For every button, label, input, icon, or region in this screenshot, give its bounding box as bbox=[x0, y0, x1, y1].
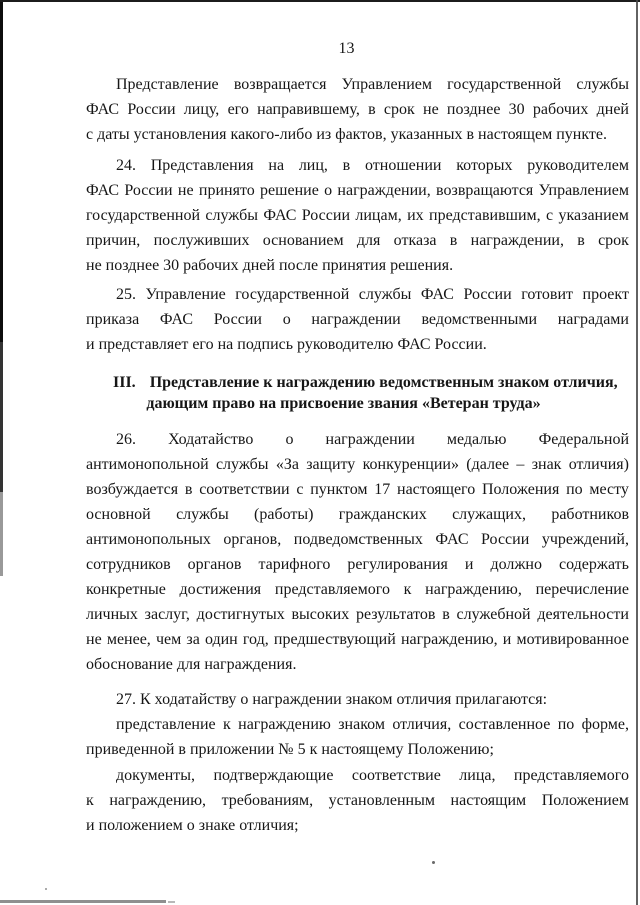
text-line: возбуждается в соответствии с пунктом 17 настоящего Положения по месту bbox=[86, 481, 629, 498]
scan-artifact-dash bbox=[168, 901, 175, 903]
text-line: документы, подтверждающие соответствие лица, представляемого bbox=[116, 767, 629, 784]
text-line: ФАС России лицу, его направившему, в срок не позднее 30 рабочих дней bbox=[86, 101, 629, 118]
document-page bbox=[86, 0, 629, 838]
text-line: не менее, чем за один год, предшествующий награждению, и мотивированное bbox=[86, 631, 629, 648]
text-line: 27. К ходатайству о награждении знаком отличия прилагаются: bbox=[116, 691, 548, 708]
text-line: приказа ФАС России о награждении ведомственными наградами bbox=[86, 311, 629, 328]
paragraph-27-item2 bbox=[86, 763, 629, 838]
text-line: 26. Ходатайство о награждении медалью Федеральной bbox=[116, 431, 629, 448]
text-line: основной службы (работы) гражданских служащих, работников bbox=[86, 506, 629, 523]
text-line: антимонопольной службы «За защиту конкуренции» (далее – знак отличия) bbox=[86, 456, 629, 473]
text-line: 25. Управление государственной службы ФАС России готовит проект bbox=[116, 286, 629, 303]
text-line: представление к награждению знаком отличия, составленное по форме, bbox=[116, 716, 629, 733]
text-line: с даты установления какого-либо из фактов, указанных в настоящем пункте. bbox=[86, 126, 607, 143]
paragraph-27-item1 bbox=[86, 712, 629, 762]
text-line: 24. Представления на лиц, в отношении которых руководителем bbox=[116, 157, 629, 174]
section-title-text: Представление к награждению ведомственным знаком отличия, bbox=[149, 374, 618, 391]
text-line: приведенной в приложении № 5 к настоящему Положению; bbox=[86, 741, 494, 758]
paragraph-27 bbox=[86, 687, 629, 712]
text-line: обоснование для награждения. bbox=[86, 656, 297, 673]
scan-artifact-speck bbox=[432, 861, 435, 864]
paragraph-intro bbox=[86, 72, 629, 147]
text-line: конкретные достижения представляемого к награждению, перечисление bbox=[86, 581, 629, 598]
section-numeral: III. bbox=[113, 374, 136, 391]
text-line: не позднее 30 рабочих дней после принятия решения. bbox=[86, 257, 454, 274]
text-line: личных заслуг, достигнутых высоких результатов в служебной деятельности bbox=[86, 606, 629, 623]
paragraph-25 bbox=[86, 282, 629, 357]
text-line: причин, послуживших основанием для отказа в награждении, в срок bbox=[86, 232, 629, 249]
text-line: сотрудников органов тарифного регулирования и должно содержать bbox=[86, 556, 629, 573]
text-line: государственной службы ФАС России лицам, их представившим, с указанием bbox=[86, 207, 629, 224]
section-heading-line2: дающим право на присвоение звания «Ветеран труда» bbox=[146, 395, 541, 412]
page-scan-right-border bbox=[636, 0, 638, 905]
page-scan-left-border bbox=[0, 0, 3, 600]
scan-artifact-speck bbox=[45, 888, 47, 890]
page-scan-bottom-border bbox=[0, 900, 166, 903]
page-number: 13 bbox=[338, 40, 355, 57]
text-line: и представляет его на подпись руководителю ФАС России. bbox=[86, 336, 487, 353]
text-line: к награждению, требованиям, установленным настоящим Положением bbox=[86, 792, 629, 809]
paragraph-26 bbox=[86, 427, 629, 677]
paragraph-24 bbox=[86, 153, 629, 278]
text-line: Представление возвращается Управлением государственной службы bbox=[116, 76, 629, 93]
text-line: антимонопольных органов, подведомственных ФАС России учреждений, bbox=[86, 531, 629, 548]
text-line: и положением о знаке отличия; bbox=[86, 817, 299, 834]
text-line: ФАС России не принято решение о награждении, возвращаются Управлением bbox=[86, 182, 629, 199]
section-heading bbox=[86, 372, 629, 414]
section-heading-line1 bbox=[86, 372, 629, 393]
